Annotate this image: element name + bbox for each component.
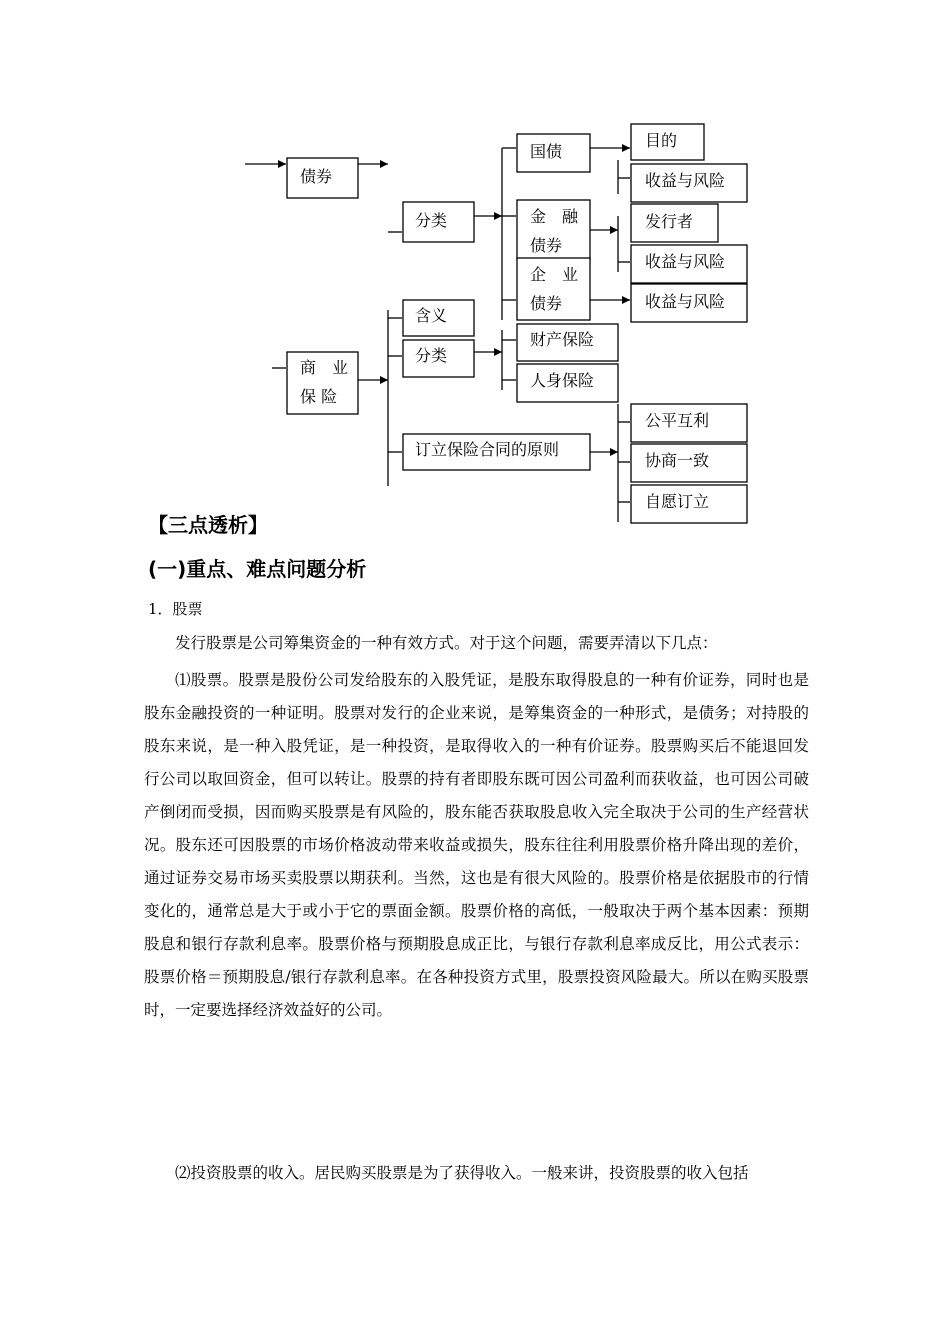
personal-insurance-box: [517, 364, 618, 402]
principle-fair-label: 公平互利: [645, 411, 710, 430]
principle-consensus-label: 协商一致: [645, 451, 710, 470]
financial-issuer-label: 发行者: [645, 212, 694, 231]
financial-return-risk-label: 收益与风险: [645, 252, 726, 271]
treasury-purpose-label: 目的: [645, 131, 678, 150]
paragraph-intro: 发行股票是公司筹集资金的一种有效方式。对于这个问题，需要弄清以下几点：: [175, 634, 718, 652]
paragraph-stock-definition: ⑴股票。股票是股份公司发给股东的入股凭证，是股东取得股息的一种有价证券，同时也是股东金融投资的一种证明。股票对发行的企业来说，是筹集资金的一种形式，是债务；对持股的股东来说，是一种入股凭证，是一种投资，是取得收入的一种有价证券。股票购买后不能退回发行公司以取回资金，但可以转让。股票的持有者即股东既可因公司盈利而获收益，也可因公司破产倒闭而受损，因而购买股票是有风险的，股东能否获取股息收入完全取决于公司的生产经营状况。股东还可因股票的市场价格波动带来收益或损失，股东往往利用股票价格升降出现的差价，通过证券交易市场买卖股票以期获利。当然，这也是有很大风险的。股票价格是依据股市的行情变化的，通常总是大于或小于它的票面金额。股票价格的高低，一般取决于两个基本因素：预期股息和银行存款利息率。股票价格与预期股息成正比，与银行存款利息率成反比，用公式表示：股票价格＝预期股息/银行存款利息率。在各种投资方式里，股票投资风险最大。所以在购买股票时，一定要选择经济效益好的公司。: [144, 671, 809, 1019]
insurance-meaning-label: 含义: [415, 306, 448, 325]
principle-voluntary-label: 自愿订立: [645, 492, 710, 511]
financial-bond-label-line1: 金 融: [530, 207, 579, 226]
corporate-bond-label-line1: 企 业: [530, 265, 579, 284]
treasury-bond-box: [517, 134, 590, 172]
corporate-return-risk-label: 收益与风险: [645, 292, 726, 311]
principle-fair-box: [631, 404, 747, 442]
personal-insurance-label: 人身保险: [530, 371, 595, 390]
contract-principle-label: 订立保险合同的原则: [415, 440, 560, 459]
insurance-classification-box: [403, 340, 474, 377]
bond-label: 债券: [300, 167, 333, 186]
property-insurance-box: [517, 324, 618, 361]
insurance-classification-label: 分类: [415, 346, 448, 365]
commercial-insurance-label-line1: 商 业: [300, 358, 349, 377]
item-title: 1．股票: [148, 600, 203, 618]
property-insurance-label: 财产保险: [530, 330, 595, 349]
principle-voluntary-box: [631, 485, 747, 523]
commercial-insurance-box: [287, 352, 358, 414]
corporate-bond-box: [517, 258, 590, 320]
knowledge-structure-diagram: [0, 0, 950, 540]
contract-principle-box: [403, 434, 590, 470]
treasury-bond-label: 国债: [530, 142, 563, 161]
financial-return-risk-box: [631, 245, 747, 283]
corporate-bond-label-line2: 债券: [530, 294, 563, 313]
treasury-return-risk-label: 收益与风险: [645, 171, 726, 190]
financial-bond-box: [517, 200, 590, 260]
subsection-title: (一)重点、难点问题分析: [148, 557, 367, 581]
paragraph-stock-income: ⑵投资股票的收入。居民购买股票是为了获得收入。一般来讲，投资股票的收入包括: [175, 1164, 749, 1182]
principle-consensus-box: [631, 444, 747, 482]
treasury-purpose-box: [631, 124, 704, 160]
bond-classification-label: 分类: [415, 211, 448, 230]
financial-issuer-box: [631, 204, 718, 242]
corporate-return-risk-box: [631, 284, 747, 322]
commercial-insurance-label-line2: 保 险: [300, 387, 338, 406]
bond-classification-box: [403, 202, 474, 242]
insurance-meaning-box: [403, 300, 474, 336]
financial-bond-label-line2: 债券: [530, 236, 563, 255]
section-title: 【三点透析】: [148, 513, 268, 537]
bond-box: [287, 158, 358, 198]
treasury-return-risk-box: [631, 164, 747, 202]
